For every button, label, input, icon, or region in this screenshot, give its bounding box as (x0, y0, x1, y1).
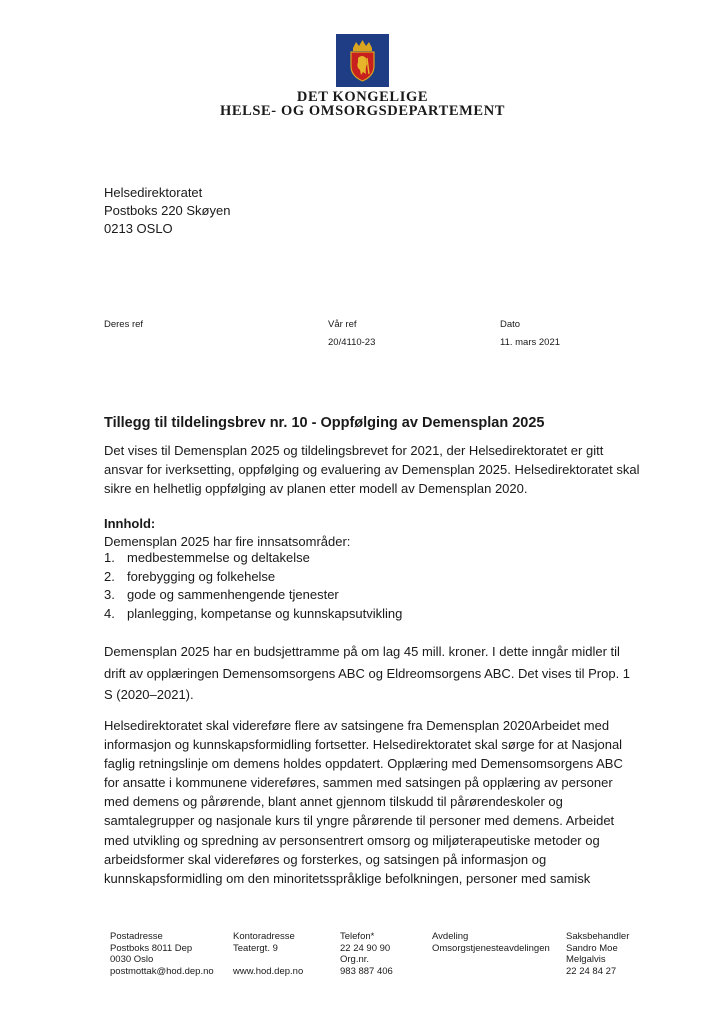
paragraph-satsinger (104, 716, 664, 888)
list-item-number: 1. (104, 550, 115, 565)
innhold-intro: Demensplan 2025 har fire innsatsområder: (104, 534, 351, 549)
footer-value: 0030 Oslo (110, 954, 154, 965)
list-item (104, 568, 402, 587)
paragraph-intro (104, 441, 664, 498)
paragraph-line: sikre en helhetlig oppfølging av planen etter modell av Demensplan 2020. (104, 481, 528, 496)
paragraph-line: drift av opplæringen Demensomsorgens ABC og Eldreomsorgens ABC. Det vises til Prop. 1 (104, 665, 631, 681)
innsatsomrader-list (104, 549, 402, 623)
footer-value: 22 24 84 27 (566, 965, 617, 977)
paragraph-line: for ansatte i kommunene videreføres, sammen med satsingen på opplæring av personer (104, 775, 613, 791)
paragraph-line: faglig retningslinje om demens holdes oppdatert. Opplæring med Demensomsorgens ABC (104, 756, 623, 772)
footer-value: Omsorgstjenesteavdelingen (432, 942, 550, 954)
list-item-text: planlegging, kompetanse og kunnskapsutvikling (127, 605, 403, 621)
footer-website: www.hod.dep.no (233, 965, 304, 977)
paragraph-line: arbeidsformer skal videreføres og forsterkes, og satsingen på informasjon og (104, 851, 547, 867)
var-ref-label: Vår ref (328, 319, 357, 330)
list-item (104, 586, 402, 605)
paragraph-line: Helsedirektoratet skal videreføre flere av satsingene fra Demensplan 2020Arbeidet med (104, 718, 610, 733)
paragraph-line: ansvar for iverksetting, oppfølging og evaluering av Demensplan 2025. Helsedirektoratet skal (104, 462, 640, 477)
date-value: 11. mars 2021 (500, 337, 561, 348)
paragraph-line: med utvikling og spredning av personsentrert omsorg og miljøterapeutiske metoder og (104, 832, 600, 848)
footer-email: postmottak@hod.dep.no (110, 965, 214, 977)
department-name-line2: HELSE- OG OMSORGSDEPARTEMENT (219, 103, 506, 119)
deres-ref-label: Deres ref (104, 319, 144, 330)
var-ref-value: 20/4110-23 (328, 337, 376, 348)
footer-value: Sandro Moe (566, 942, 618, 954)
recipient-postcode: 0213 OSLO (104, 221, 173, 236)
paragraph-line: samtalegrupper og nasjonale kurs til yngre pårørende til personer med demens. Arbeidet (104, 813, 615, 829)
paragraph-line: kunnskapsformidling om den minoritetsspråklige befolkningen, personer med samisk (104, 870, 591, 886)
footer-saksbehandler (566, 931, 629, 977)
footer-label: Postadresse (110, 931, 163, 942)
list-item-text: medbestemmelse og deltakelse (127, 550, 310, 565)
footer-label: Telefon* (340, 931, 375, 942)
list-item-text: forebygging og folkehelse (127, 568, 276, 584)
footer-value: Postboks 8011 Dep (110, 942, 193, 954)
footer-value: 22 24 90 90 (340, 942, 391, 954)
date-label: Dato (500, 319, 521, 330)
paragraph-line: Det vises til Demensplan 2025 og tildelingsbrevet for 2021, der Helsedirektoratet er gitt (104, 443, 604, 458)
recipient-street: Postboks 220 Skøyen (104, 203, 231, 218)
paragraph-line: Demensplan 2025 har en budsjettramme på om lag 45 mill. kroner. I dette inngår midler til (104, 644, 620, 659)
letter-title: Tillegg til tildelingsbrev nr. 10 - Oppfølging av Demensplan 2025 (104, 415, 545, 431)
footer-value: 983 887 406 (340, 965, 393, 977)
footer-telefon (340, 931, 393, 977)
department-name-line1: DET KONGELIGE (296, 89, 429, 105)
recipient-name: Helsedirektoratet (104, 185, 203, 200)
paragraph-line: med demens og pårørende, blant annet gjennom tilskudd til pårørendeskoler og (104, 794, 563, 810)
footer-postadresse (110, 931, 214, 977)
coat-of-arms-icon (336, 34, 389, 87)
innhold-heading: Innhold: (104, 516, 156, 531)
footer-value: Melgalvis (566, 954, 606, 965)
footer-avdeling (432, 931, 550, 954)
list-item (104, 549, 402, 568)
list-item-number: 3. (104, 587, 115, 602)
footer-kontoradresse (233, 931, 303, 977)
paragraph-line: informasjon og kunnskapsformidling fortsetter. Helsedirektoratet skal sørge for at Nasjonal (104, 737, 623, 753)
footer-label: Org.nr. (340, 954, 370, 965)
paragraph-line: S (2020–2021). (104, 687, 194, 702)
paragraph-budget (104, 641, 664, 706)
recipient-address (104, 184, 230, 238)
footer-label: Avdeling (432, 931, 469, 942)
footer-label: Kontoradresse (233, 931, 295, 942)
list-item-text: gode og sammenhengende tjenester (127, 587, 339, 602)
list-item-number: 2. (104, 568, 115, 584)
list-item-number: 4. (104, 605, 115, 621)
footer-value (233, 954, 303, 966)
list-item (104, 605, 402, 624)
footer-label: Saksbehandler (566, 931, 630, 942)
footer-value: Teatergt. 9 (233, 942, 278, 954)
